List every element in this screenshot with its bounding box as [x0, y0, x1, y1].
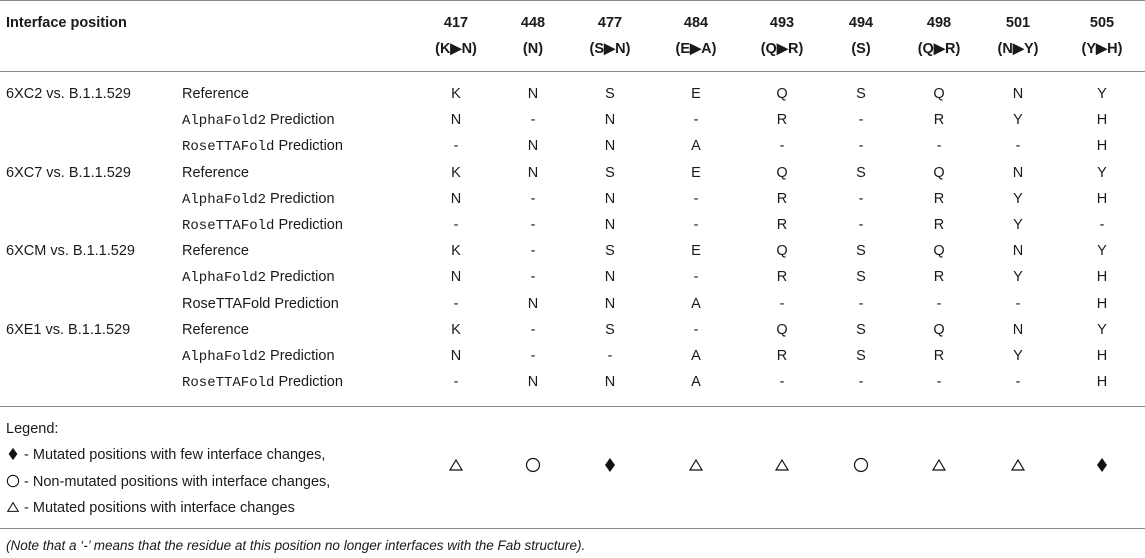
method-name: AlphaFold2	[182, 349, 267, 365]
legend-title: Legend:	[6, 421, 59, 437]
residue-cell: N	[604, 269, 616, 286]
residue-cell: N	[604, 190, 616, 207]
residue-cell: Q	[933, 243, 945, 260]
residue-cell: S	[605, 164, 615, 181]
residue-cell: K	[451, 86, 461, 102]
residue-cell: S	[856, 243, 866, 260]
residue-cell: H	[1096, 269, 1108, 286]
header-position-substitution: (Q▶R)	[760, 41, 804, 57]
header-position-number: 448	[520, 15, 546, 31]
residue-cell: R	[776, 190, 788, 207]
legend-item-text: - Mutated positions with few interface changes,	[20, 447, 326, 463]
residue-cell: Y	[1097, 321, 1107, 338]
residue-cell: N	[604, 112, 616, 129]
circle-icon	[853, 457, 869, 477]
residue-cell: N	[604, 295, 616, 312]
header-position-substitution: (S▶N)	[589, 41, 631, 57]
header-position-substitution: (S)	[851, 41, 871, 57]
residue-cell: S	[605, 321, 615, 338]
method-name: RoseTTAFold	[182, 375, 275, 392]
group-name: 6XC7 vs. B.1.1.529	[6, 164, 131, 181]
residue-cell: R	[933, 348, 945, 364]
residue-cell: -	[779, 374, 785, 391]
residue-cell: E	[691, 86, 701, 102]
method-label	[182, 137, 343, 156]
method-suffix: Prediction	[266, 269, 335, 286]
diamond-icon	[602, 457, 618, 477]
residue-cell: -	[693, 217, 699, 233]
header-position-substitution: (K▶N)	[435, 41, 477, 57]
method-suffix: Prediction	[274, 374, 343, 391]
residue-cell: -	[453, 217, 459, 233]
residue-cell: A	[691, 374, 701, 391]
residue-cell: Q	[776, 321, 788, 338]
residue-cell: Q	[933, 164, 945, 181]
residue-cell: R	[933, 269, 945, 286]
residue-cell: -	[1099, 217, 1105, 233]
residue-cell: R	[933, 112, 945, 129]
residue-cell: N	[1012, 86, 1024, 102]
method-name: AlphaFold2	[182, 191, 267, 208]
header-position-number: 477	[597, 15, 623, 31]
residue-cell: R	[776, 217, 788, 233]
legend-item	[6, 446, 325, 466]
top-rule	[0, 0, 1145, 1]
residue-cell: H	[1096, 112, 1108, 129]
residue-cell: -	[936, 295, 942, 312]
residue-cell: N	[450, 112, 462, 129]
header-position-number: 501	[1005, 15, 1031, 31]
residue-cell: -	[530, 269, 536, 286]
method-name: AlphaFold2	[182, 113, 267, 130]
header-position-substitution: (N)	[522, 41, 544, 57]
residue-cell: K	[451, 321, 461, 338]
residue-cell: -	[1015, 374, 1021, 391]
method-name: RoseTTAFold	[182, 218, 275, 234]
residue-cell: N	[604, 138, 616, 155]
method-label	[182, 164, 249, 182]
residue-cell: N	[1012, 243, 1024, 260]
residue-cell: Y	[1013, 112, 1023, 129]
method-label	[182, 190, 335, 209]
residue-cell: N	[450, 269, 462, 286]
residue-cell: N	[527, 86, 539, 102]
residue-cell: -	[858, 112, 864, 129]
residue-cell: H	[1096, 374, 1108, 391]
residue-cell: E	[691, 243, 701, 260]
residue-cell: -	[858, 138, 864, 155]
method-suffix: Prediction	[266, 348, 335, 364]
residue-cell: N	[1012, 164, 1024, 181]
method-name: Reference	[182, 321, 249, 338]
residue-cell: H	[1096, 348, 1108, 364]
legend-top-rule	[0, 406, 1145, 407]
residue-cell: S	[856, 164, 866, 181]
legend-item	[6, 499, 295, 519]
residue-cell: Y	[1097, 164, 1107, 181]
bottom-rule	[0, 528, 1145, 529]
residue-cell: N	[450, 348, 462, 364]
method-label	[182, 216, 343, 235]
residue-cell: -	[693, 321, 699, 338]
residue-cell: R	[776, 112, 788, 129]
legend-item-text: - Mutated positions with interface changes	[20, 500, 295, 516]
residue-cell: -	[779, 295, 785, 312]
residue-cell: -	[936, 138, 942, 155]
triangle-icon	[688, 457, 704, 477]
residue-cell: S	[605, 243, 615, 260]
residue-cell: -	[858, 217, 864, 233]
residue-cell: N	[527, 295, 539, 312]
residue-cell: H	[1096, 138, 1108, 155]
method-label	[182, 85, 249, 103]
residue-cell: -	[693, 269, 699, 286]
header-interface-label: Interface position	[6, 15, 127, 31]
triangle-icon	[774, 457, 790, 477]
residue-cell: Y	[1013, 217, 1023, 233]
residue-cell: -	[530, 112, 536, 129]
header-position-substitution: (E▶A)	[675, 41, 717, 57]
residue-cell: -	[693, 190, 699, 207]
residue-cell: -	[453, 374, 459, 391]
header-position-number: 484	[683, 15, 709, 31]
triangle-icon	[448, 457, 464, 477]
header-position-number: 498	[926, 15, 952, 31]
circle-icon	[6, 474, 20, 493]
residue-cell: N	[604, 217, 616, 233]
method-label	[182, 373, 343, 392]
group-name: 6XC2 vs. B.1.1.529	[6, 86, 131, 102]
residue-cell: -	[1015, 295, 1021, 312]
method-name: RoseTTAFold Prediction	[182, 295, 339, 312]
circle-icon	[525, 457, 541, 477]
method-label	[182, 347, 335, 366]
residue-cell: Q	[933, 86, 945, 102]
residue-cell: H	[1096, 190, 1108, 207]
residue-cell: N	[450, 190, 462, 207]
residue-cell: -	[607, 348, 613, 364]
residue-cell: Q	[776, 86, 788, 102]
header-position-number: 493	[769, 15, 795, 31]
residue-cell: -	[530, 243, 536, 260]
method-name: Reference	[182, 86, 249, 102]
group-name: 6XCM vs. B.1.1.529	[6, 243, 135, 260]
method-suffix: Prediction	[274, 138, 343, 155]
triangle-icon	[6, 500, 20, 519]
residue-cell: Y	[1097, 243, 1107, 260]
header-position-substitution: (N▶Y)	[997, 41, 1039, 57]
residue-cell: N	[1012, 321, 1024, 338]
group-name: 6XE1 vs. B.1.1.529	[6, 321, 131, 338]
header-position-substitution: (Q▶R)	[917, 41, 961, 57]
method-suffix: Prediction	[274, 217, 343, 233]
residue-cell: Q	[776, 164, 788, 181]
residue-cell: S	[605, 86, 615, 102]
method-name: RoseTTAFold	[182, 139, 275, 156]
method-name: Reference	[182, 243, 249, 260]
method-label	[182, 321, 249, 339]
residue-cell: -	[858, 295, 864, 312]
header-position-number: 505	[1089, 15, 1115, 31]
residue-cell: Y	[1097, 86, 1107, 102]
residue-cell: -	[530, 321, 536, 338]
residue-cell: R	[933, 217, 945, 233]
method-label	[182, 268, 335, 287]
residue-cell: R	[776, 348, 788, 364]
residue-cell: R	[776, 269, 788, 286]
residue-cell: Y	[1013, 190, 1023, 207]
residue-cell: Q	[933, 321, 945, 338]
legend-item-text: - Non-mutated positions with interface changes,	[20, 473, 331, 490]
residue-cell: K	[451, 243, 461, 260]
residue-cell: -	[530, 348, 536, 364]
residue-cell: A	[691, 295, 701, 312]
residue-cell: -	[1015, 138, 1021, 155]
residue-cell: -	[693, 112, 699, 129]
residue-cell: K	[451, 164, 461, 181]
triangle-icon	[1010, 457, 1026, 477]
residue-cell: R	[933, 190, 945, 207]
residue-cell: -	[530, 190, 536, 207]
residue-cell: N	[527, 138, 539, 155]
residue-cell: Y	[1013, 348, 1023, 364]
header-position-substitution: (Y▶H)	[1081, 41, 1123, 57]
method-label	[182, 111, 335, 130]
residue-cell: -	[779, 138, 785, 155]
method-name: AlphaFold2	[182, 270, 267, 287]
residue-cell: E	[691, 164, 701, 181]
residue-cell: -	[453, 138, 459, 155]
residue-cell: -	[858, 374, 864, 391]
residue-cell: S	[856, 321, 866, 338]
method-label	[182, 242, 249, 260]
legend-item	[6, 473, 330, 493]
triangle-icon	[931, 457, 947, 477]
residue-cell: N	[527, 374, 539, 391]
residue-cell: N	[527, 164, 539, 181]
residue-cell: Y	[1013, 269, 1023, 286]
header-position-number: 417	[443, 15, 469, 31]
residue-cell: S	[856, 269, 866, 286]
method-name: Reference	[182, 164, 249, 181]
residue-cell: -	[453, 295, 459, 312]
footnote: (Note that a ‘-’ means that the residue at this position no longer interfaces with the Fab structure).	[6, 538, 586, 553]
residue-cell: A	[691, 348, 701, 364]
residue-cell: A	[691, 138, 701, 155]
residue-cell: -	[530, 217, 536, 233]
residue-cell: H	[1096, 295, 1108, 312]
diamond-icon	[6, 447, 20, 466]
method-suffix: Prediction	[266, 112, 335, 129]
method-suffix: Prediction	[266, 190, 335, 207]
residue-cell: -	[936, 374, 942, 391]
residue-cell: S	[856, 86, 866, 102]
header-rule	[0, 71, 1145, 72]
residue-cell: -	[858, 190, 864, 207]
diamond-icon	[1094, 457, 1110, 477]
header-position-number: 494	[848, 15, 874, 31]
method-label	[182, 295, 339, 313]
residue-cell: N	[604, 374, 616, 391]
residue-cell: S	[856, 348, 866, 364]
residue-cell: Q	[776, 243, 788, 260]
